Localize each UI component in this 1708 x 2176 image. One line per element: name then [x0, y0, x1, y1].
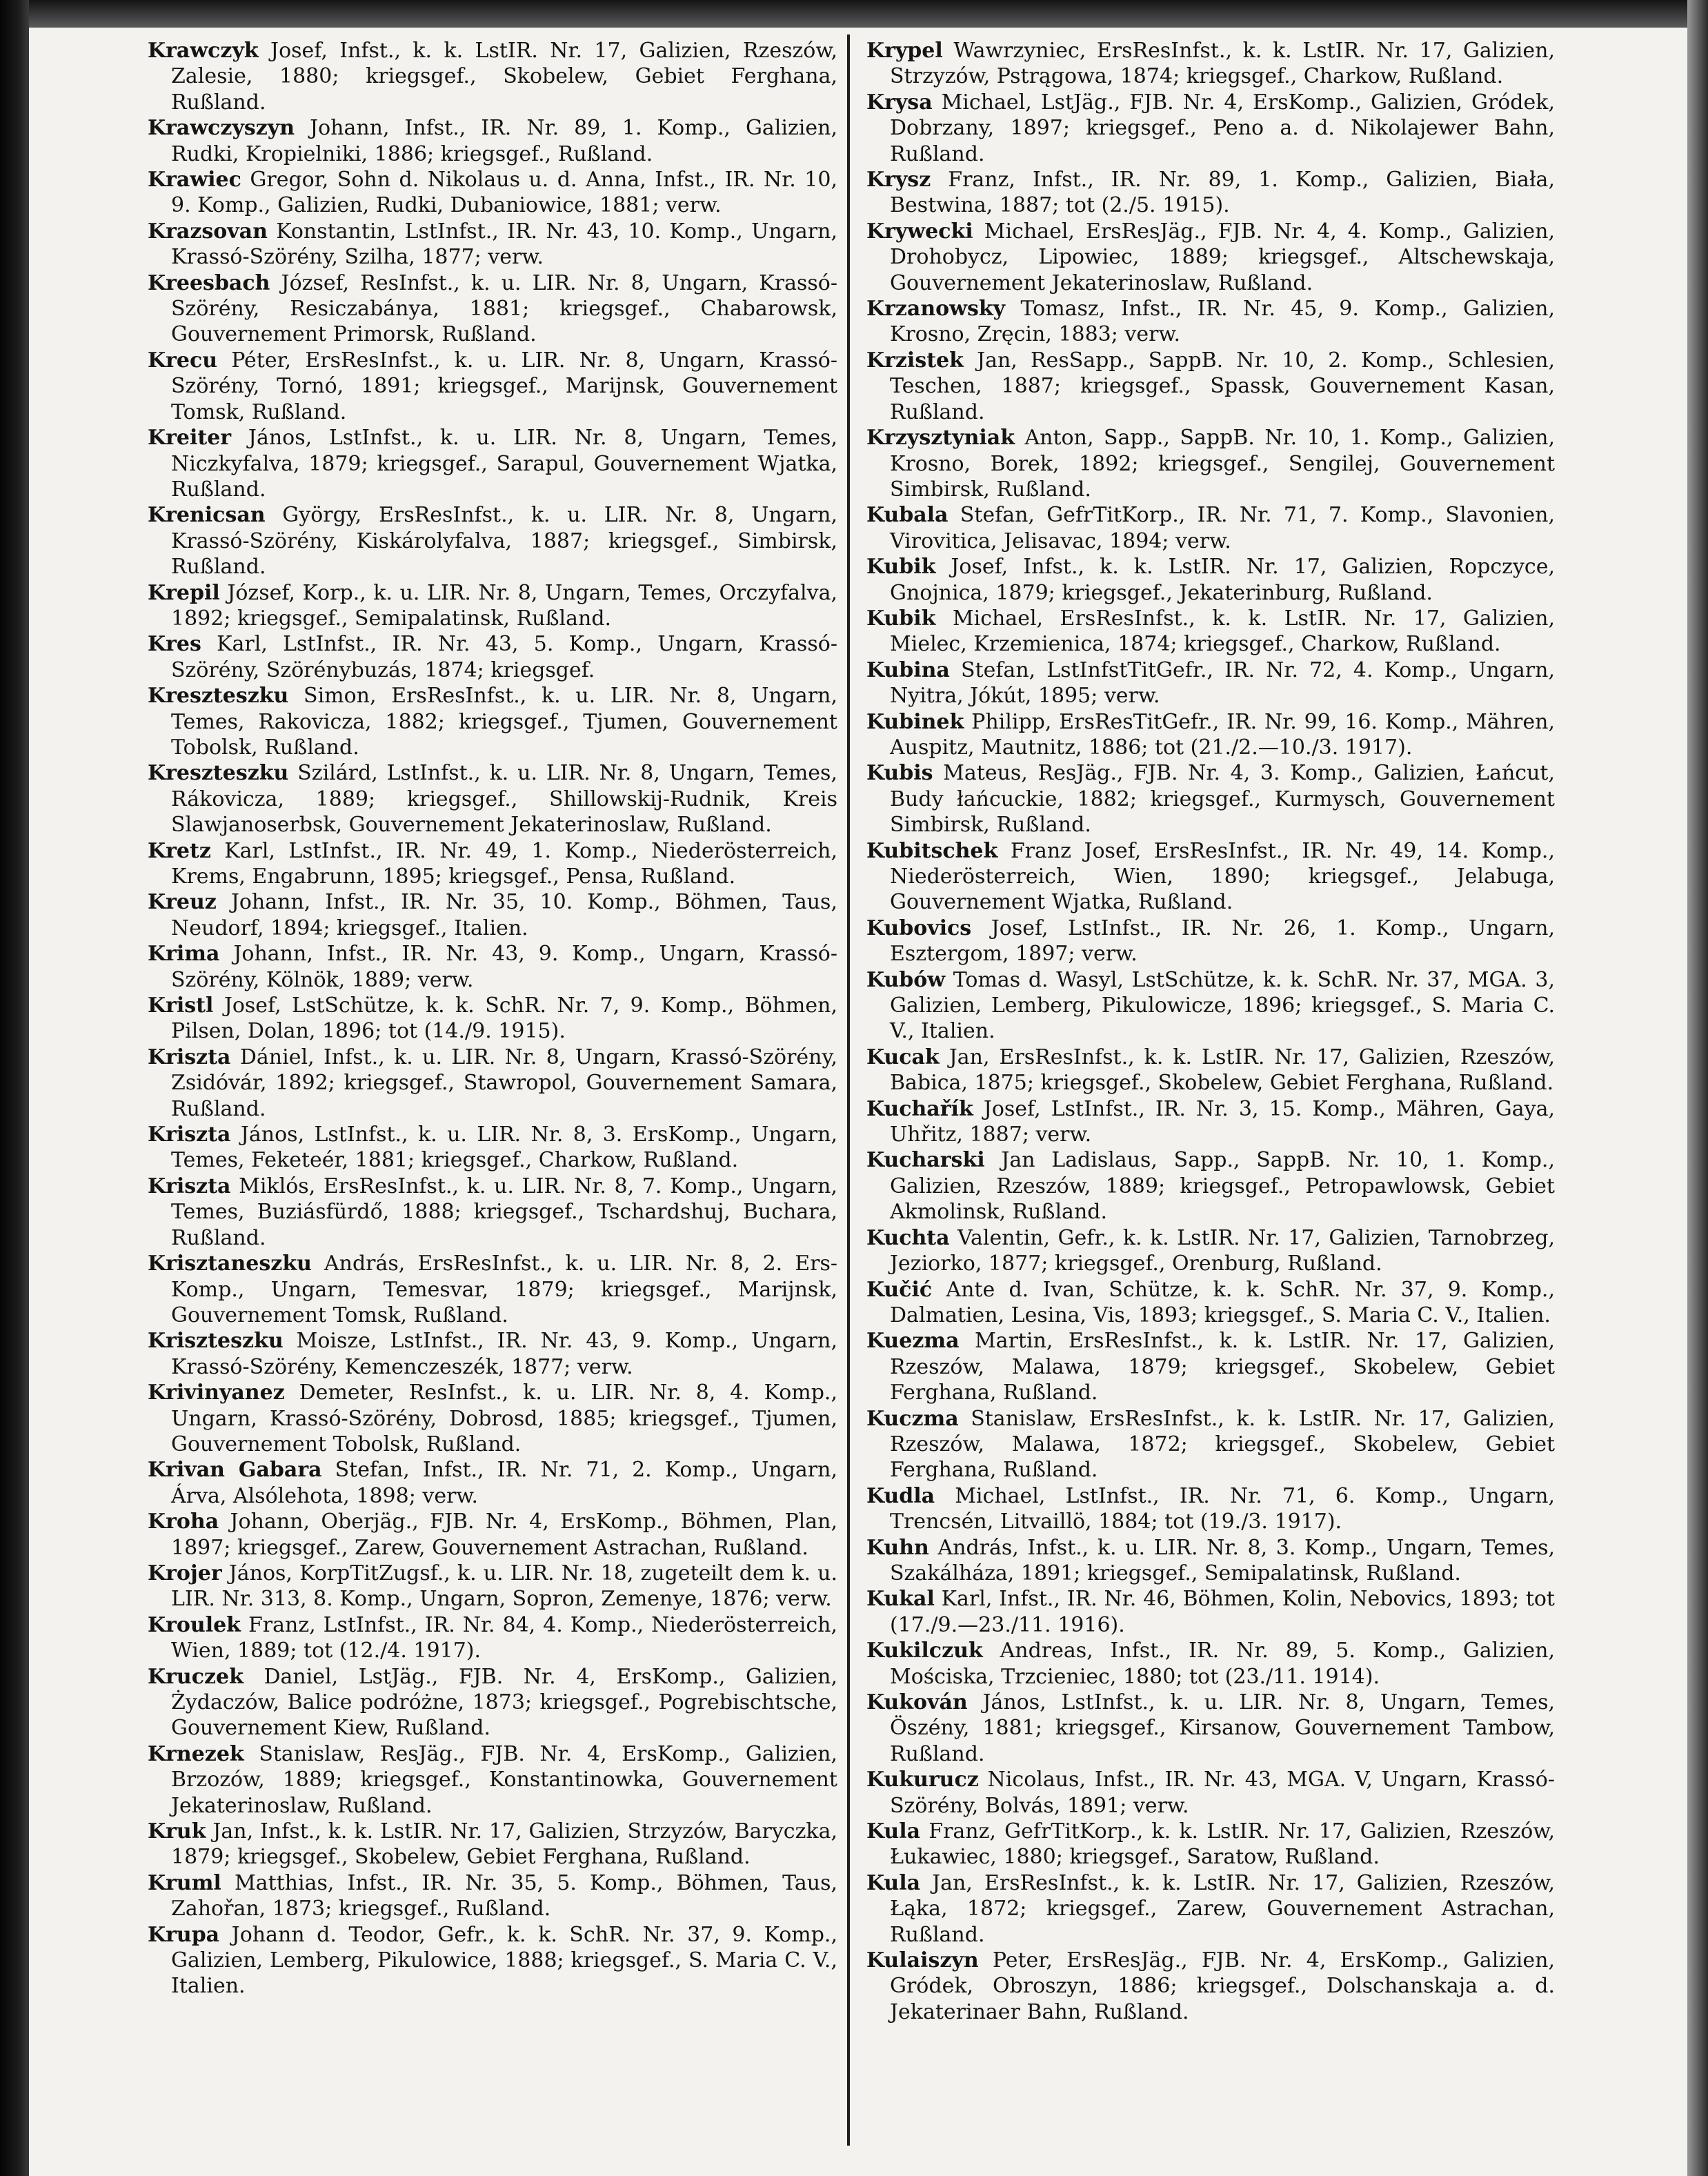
- entry-surname: Kubik: [866, 555, 936, 580]
- entry-details: Gregor, Sohn d. Nikolaus u. d. Anna, Infst., IR. Nr. 10, 9. Komp., Galizien, Rudki, Dubaniowice, 1881; verw.: [171, 168, 837, 218]
- entry-details: Matthias, Infst., IR. Nr. 35, 5. Komp., Böhmen, Taus, Zahořan, 1873; kriegsgef., Rußland.: [171, 1870, 837, 1921]
- entry-details: Stanislaw, ErsResInfst., k. k. LstIR. Nr. 17, Galizien, Rzeszów, Malawa, 1872; kriegsgef., Skobelew, Gebiet Ferghana, Rußland.: [890, 1406, 1555, 1483]
- page-edge-top: [0, 0, 1708, 28]
- register-entry: [866, 1767, 1555, 1819]
- register-entry: [866, 760, 1555, 838]
- register-entry: [148, 838, 837, 890]
- entry-surname: Krywecki: [866, 219, 973, 244]
- entry-details: Karl, LstInfst., IR. Nr. 43, 5. Komp., Ungarn, Krassó-Szörény, Szörénybuzás, 1874; kriegsgef.: [171, 632, 838, 682]
- entry-surname: Kristl: [148, 993, 214, 1018]
- entry-surname: Krazsovan: [148, 219, 268, 244]
- entry-surname: Kubina: [866, 657, 950, 682]
- entry-surname: Krawczyszyn: [148, 116, 295, 141]
- register-entry: [148, 167, 837, 219]
- column-divider: [847, 34, 850, 2146]
- page-edge-left: [0, 0, 29, 2176]
- left-column: [148, 38, 837, 1999]
- register-entry: [148, 1612, 837, 1664]
- register-entry: [866, 1328, 1555, 1405]
- entry-details: Peter, ErsResJäg., FJB. Nr. 4, ErsKomp., Galizien, Gródek, Obroszyn, 1886; kriegsgef., Dolschanskaja a. d. Jekaterinaer Bahn, Rußland.: [890, 1948, 1555, 2024]
- register-entry: [866, 1690, 1555, 1767]
- entry-surname: Kubis: [866, 761, 933, 786]
- register-entry: [148, 1045, 837, 1122]
- register-entry: [148, 993, 837, 1045]
- register-entry: [148, 1122, 837, 1174]
- entry-details: Philipp, ErsResTitGefr., IR. Nr. 99, 16. Komp., Mähren, Auspitz, Mautnitz, 1886; tot (21./2.—10./3. 1917).: [890, 709, 1555, 760]
- register-entry: [866, 709, 1555, 761]
- register-entry: [148, 580, 837, 632]
- entry-details: János, LstInfst., k. u. LIR. Nr. 8, Ungarn, Temes, Öszény, 1881; kriegsgef., Kirsanow, Gouvernement Tambow, Rußland.: [890, 1690, 1555, 1766]
- entry-surname: Kudla: [866, 1483, 935, 1508]
- entry-surname: Kruk: [148, 1819, 206, 1844]
- entry-surname: Krima: [148, 942, 220, 967]
- entry-details: Valentin, Gefr., k. k. LstIR. Nr. 17, Galizien, Tarnobrzeg, Jeziorko, 1877; kriegsgef., Orenburg, Rußland.: [890, 1225, 1555, 1276]
- entry-details: Wawrzyniec, ErsResInfst., k. k. LstIR. Nr. 17, Galizien, Strzyzów, Pstrągowa, 1874; kriegsgef., Charkow, Rußland.: [890, 39, 1555, 89]
- entry-details: Michael, ErsResInfst., k. k. LstIR. Nr. 17, Galizien, Mielec, Krzemienica, 1874; kriegsgef., Charkow, Rußland.: [890, 606, 1555, 657]
- register-entry: [148, 1741, 837, 1819]
- entry-details: Jan, ErsResInfst., k. k. LstIR. Nr. 17, Galizien, Rzeszów, Babica, 1875; kriegsgef., Skobelew, Gebiet Ferghana, Rußland.: [890, 1045, 1555, 1096]
- entry-surname: Kula: [866, 1870, 921, 1895]
- register-entry: [148, 1328, 837, 1380]
- register-entry: [148, 1457, 837, 1509]
- register-entry: [866, 219, 1555, 296]
- entry-details: Franz, Infst., IR. Nr. 89, 1. Komp., Galizien, Biała, Bestwina, 1887; tot (2./5. 1915).: [890, 168, 1555, 218]
- entry-surname: Krupa: [148, 1922, 220, 1947]
- entry-details: Andreas, Infst., IR. Nr. 89, 5. Komp., Galizien, Mościska, Trzcieniec, 1880; tot (23./11. 1914).: [890, 1639, 1555, 1689]
- entry-surname: Kuchařík: [866, 1096, 973, 1121]
- entry-details: Stefan, LstInfstTitGefr., IR. Nr. 72, 4. Komp., Ungarn, Nyitra, Jókút, 1895; verw.: [890, 657, 1555, 709]
- entry-surname: Kulaiszyn: [866, 1948, 979, 1973]
- entry-details: János, LstInfst., k. u. LIR. Nr. 8, Ungarn, Temes, Niczkyfalva, 1879; kriegsgef., Sarapul, Gouvernement Wjatka, Rußland.: [171, 426, 837, 502]
- register-entry: [148, 631, 837, 683]
- register-entry: [866, 606, 1555, 657]
- register-entry: [148, 270, 837, 348]
- entry-surname: Kukilczuk: [866, 1639, 983, 1663]
- entry-details: József, Korp., k. u. LIR. Nr. 8, Ungarn, Temes, Orczyfalva, 1892; kriegsgef., Semipalatinsk, Rußland.: [171, 580, 837, 631]
- entry-details: Michael, LstInfst., IR. Nr. 71, 6. Komp., Ungarn, Trencsén, Litvaillö, 1884; tot (19./3. 1917).: [890, 1483, 1555, 1534]
- entry-surname: Kubitschek: [866, 838, 998, 863]
- register-entry: [866, 916, 1555, 967]
- entry-surname: Krypel: [866, 39, 943, 63]
- entry-surname: Kubik: [866, 606, 936, 631]
- register-entry: [866, 167, 1555, 219]
- entry-surname: Krzistek: [866, 348, 964, 373]
- entry-surname: Krzysztyniak: [866, 426, 1015, 451]
- register-entry: [866, 1277, 1555, 1329]
- register-entry: [866, 657, 1555, 709]
- register-entry: [148, 760, 837, 838]
- entry-details: Nicolaus, Infst., IR. Nr. 43, MGA. V, Ungarn, Krassó-Szörény, Bolvás, 1891; verw.: [890, 1768, 1555, 1818]
- entry-surname: Kriszteszku: [148, 1329, 284, 1354]
- entry-details: Jan, Infst., k. k. LstIR. Nr. 17, Galizien, Strzyzów, Baryczka, 1879; kriegsgef., Skobelew, Gebiet Ferghana, Rußland.: [171, 1819, 837, 1870]
- register-entry: [148, 38, 837, 115]
- register-entry: [866, 838, 1555, 916]
- register-entry: [148, 1870, 837, 1922]
- entry-surname: Krisztaneszku: [148, 1252, 312, 1276]
- entry-surname: Kučić: [866, 1277, 933, 1302]
- entry-surname: Kukurucz: [866, 1768, 979, 1792]
- entry-surname: Kroha: [148, 1510, 219, 1534]
- entry-details: Szilárd, LstInfst., k. u. LIR. Nr. 8, Ungarn, Temes, Rákovicza, 1889; kriegsgef., Shillowskij-Rudnik, Kreis Slawjanoserbsk, Gouvernement Jekaterinoslaw, Rußland.: [171, 761, 837, 838]
- entry-details: Josef, LstSchütze, k. k. SchR. Nr. 7, 9. Komp., Böhmen, Pilsen, Dolan, 1896; tot (14./9. 1915).: [171, 993, 837, 1044]
- register-entry: [866, 1819, 1555, 1870]
- entry-details: Michael, ErsResJäg., FJB. Nr. 4, 4. Komp., Galizien, Drohobycz, Lipowiec, 1889; kriegsgef., Altschewskaja, Gouvernement Jekaterinoslaw, Rußland.: [890, 219, 1555, 295]
- register-entry: [148, 1561, 837, 1612]
- register-entry: [148, 941, 837, 993]
- entry-details: Ante d. Ivan, Schütze, k. k. SchR. Nr. 37, 9. Komp., Dalmatien, Lesina, Vis, 1893; kriegsgef., S. Maria C. V., Italien.: [890, 1277, 1555, 1327]
- entry-surname: Krysa: [866, 90, 933, 115]
- entry-details: Johann, Infst., IR. Nr. 35, 10. Komp., Böhmen, Taus, Neudorf, 1894; kriegsgef., Italien.: [171, 890, 837, 940]
- register-entry: [148, 425, 837, 502]
- entry-surname: Krnezek: [148, 1741, 244, 1766]
- entry-details: Jan Ladislaus, Sapp., SappB. Nr. 10, 1. Komp., Galizien, Rzeszów, 1889; kriegsgef., Petropawlowsk, Gebiet Akmolinsk, Rußland.: [890, 1148, 1555, 1225]
- entry-details: Daniel, LstJäg., FJB. Nr. 4, ErsKomp., Galizien, Żydaczów, Balice podróżne, 1873; kriegsgef., Pogrebischtsche, Gouvernement Kiew, Rußland.: [171, 1664, 837, 1741]
- entry-details: Stanislaw, ResJäg., FJB. Nr. 4, ErsKomp., Galizien, Brzozów, 1889; kriegsgef., Konstantinowka, Gouvernement Jekaterinoslaw, Rußland.: [171, 1741, 837, 1818]
- entry-details: Stefan, Infst., IR. Nr. 71, 2. Komp., Ungarn, Árva, Alsólehota, 1898; verw.: [171, 1458, 837, 1508]
- register-entry: [866, 1483, 1555, 1535]
- entry-details: Franz, GefrTitKorp., k. k. LstIR. Nr. 17, Galizien, Rzeszów, Łukawiec, 1880; kriegsgef., Saratow, Rußland.: [890, 1819, 1555, 1870]
- entry-details: Karl, LstInfst., IR. Nr. 49, 1. Komp., Niederösterreich, Krems, Engabrunn, 1895; kriegsgef., Pensa, Rußland.: [171, 838, 837, 889]
- entry-surname: Kucak: [866, 1045, 940, 1069]
- register-entry: [148, 1819, 837, 1870]
- entry-surname: Kucharski: [866, 1148, 985, 1173]
- entry-details: József, ResInfst., k. u. LIR. Nr. 8, Ungarn, Krassó-Szörény, Resiczabánya, 1881; kriegsgef., Chabarowsk, Gouvernement Primorsk, Rußland.: [171, 270, 837, 347]
- entry-surname: Krivan Gabara: [148, 1458, 322, 1483]
- register-entry: [866, 1045, 1555, 1096]
- register-entry: [148, 502, 837, 580]
- entry-surname: Kreszteszku: [148, 684, 289, 709]
- entry-surname: Kukal: [866, 1587, 935, 1612]
- register-entry: [148, 1251, 837, 1328]
- register-entry: [866, 348, 1555, 425]
- entry-surname: Krawiec: [148, 168, 241, 192]
- entry-details: Jan, ErsResInfst., k. k. LstIR. Nr. 17, Galizien, Rzeszów, Łąka, 1872; kriegsgef., Zarew, Gouvernement Astrachan, Rußland.: [890, 1870, 1555, 1947]
- entry-surname: Krawczyk: [148, 39, 259, 63]
- register-entry: [866, 38, 1555, 90]
- entry-details: Josef, LstInfst., IR. Nr. 26, 1. Komp., Ungarn, Esztergom, 1897; verw.: [890, 916, 1556, 967]
- entry-surname: Kretz: [148, 838, 211, 863]
- entry-details: András, ErsResInfst., k. u. LIR. Nr. 8, 2. Ers-Komp., Ungarn, Temesvar, 1879; kriegsgef., Marijnsk, Gouvernement Tomsk, Rußland.: [171, 1252, 837, 1327]
- entry-details: Johann, Oberjäg., FJB. Nr. 4, ErsKomp., Böhmen, Plan, 1897; kriegsgef., Zarew, Gouvernement Astrachan, Rußland.: [171, 1510, 837, 1560]
- register-entry: [866, 1586, 1555, 1638]
- right-column: [866, 38, 1555, 2025]
- entry-surname: Kubinek: [866, 709, 964, 734]
- register-entry: [866, 967, 1555, 1045]
- entry-details: Johann, Infst., IR. Nr. 89, 1. Komp., Galizien, Rudki, Kropielniki, 1886; kriegsgef., Rußland.: [171, 116, 837, 166]
- entry-surname: Kubala: [866, 503, 949, 528]
- register-entry: [148, 1380, 837, 1457]
- entry-surname: Kriszta: [148, 1045, 231, 1069]
- entry-surname: Kreiter: [148, 426, 232, 451]
- register-entry: [866, 1096, 1555, 1148]
- entry-details: Tomas d. Wasyl, LstSchütze, k. k. SchR. Nr. 37, MGA. 3, Galizien, Lemberg, Pikulowicze, 1896; kriegsgef., S. Maria C. V., Italien.: [890, 967, 1555, 1044]
- entry-details: Jan, ResSapp., SappB. Nr. 10, 2. Komp., Schlesien, Teschen, 1887; kriegsgef., Spassk, Gouvernement Kasan, Rußland.: [890, 348, 1555, 424]
- entry-details: Anton, Sapp., SappB. Nr. 10, 1. Komp., Galizien, Krosno, Borek, 1892; kriegsgef., Sengilej, Gouvernement Simbirsk, Rußland.: [890, 426, 1555, 502]
- entry-surname: Kres: [148, 632, 201, 657]
- entry-surname: Kreszteszku: [148, 761, 289, 786]
- register-entry: [866, 90, 1555, 167]
- entry-surname: Kroulek: [148, 1612, 241, 1637]
- entry-surname: Kreuz: [148, 890, 217, 915]
- register-entry: [866, 1406, 1555, 1483]
- entry-surname: Krysz: [866, 168, 931, 192]
- entry-surname: Krzanowsky: [866, 297, 1006, 322]
- entry-details: Demeter, ResInfst., k. u. LIR. Nr. 8, 4. Komp., Ungarn, Krassó-Szörény, Dobrosd, 1885; kriegsgef., Tjumen, Gouvernement Tobolsk, Rußland.: [171, 1381, 837, 1456]
- page-edge-right: [1687, 0, 1708, 2176]
- entry-surname: Krojer: [148, 1561, 222, 1585]
- entry-surname: Kuczma: [866, 1406, 959, 1431]
- entry-details: Stefan, GefrTitKorp., IR. Nr. 71, 7. Komp., Slavonien, Virovitica, Jelisavac, 1894; verw.: [890, 503, 1555, 553]
- entry-details: Josef, Infst., k. k. LstIR. Nr. 17, Galizien, Ropczyce, Gnojnica, 1879; kriegsgef., Jekaterinburg, Rußland.: [890, 555, 1555, 605]
- entry-details: Michael, LstJäg., FJB. Nr. 4, ErsKomp., Galizien, Gródek, Dobrzany, 1897; kriegsgef., Peno a. d. Nikolajewer Bahn, Rußland.: [890, 90, 1555, 166]
- entry-details: Mateus, ResJäg., FJB. Nr. 4, 3. Komp., Galizien, Łańcut, Budy łańcuckie, 1882; kriegsgef., Kurmysch, Gouvernement Simbirsk, Rußland.: [890, 761, 1555, 838]
- entry-details: Miklós, ErsResInfst., k. u. LIR. Nr. 8, 7. Komp., Ungarn, Temes, Buziásfürdő, 1888; kriegsgef., Tschardshuj, Buchara, Rußland.: [171, 1174, 838, 1250]
- register-entry: [866, 1225, 1555, 1277]
- entry-surname: Kuchta: [866, 1225, 950, 1250]
- entry-details: Simon, ErsResInfst., k. u. LIR. Nr. 8, Ungarn, Temes, Rakovicza, 1882; kriegsgef., Tjumen, Gouvernement Tobolsk, Rußland.: [171, 684, 837, 760]
- register-entry: [148, 115, 837, 167]
- register-entry: [866, 425, 1555, 502]
- register-entry: [148, 348, 837, 425]
- entry-details: Franz, LstInfst., IR. Nr. 84, 4. Komp., Niederösterreich, Wien, 1889; tot (12./4. 1917).: [171, 1612, 837, 1663]
- register-entry: [866, 1147, 1555, 1225]
- register-entry: [866, 1535, 1555, 1587]
- register-entry: [866, 1638, 1555, 1690]
- entry-surname: Krecu: [148, 348, 218, 373]
- entry-surname: Kuezma: [866, 1329, 960, 1354]
- register-entry: [866, 296, 1555, 348]
- register-entry: [866, 502, 1555, 554]
- entry-details: János, KorpTitZugsf., k. u. LIR. Nr. 18, zugeteilt dem k. u. LIR. Nr. 313, 8. Komp., Ungarn, Sopron, Zemenye, 1876; verw.: [171, 1561, 837, 1612]
- entry-details: György, ErsResInfst., k. u. LIR. Nr. 8, Ungarn, Krassó-Szörény, Kiskárolyfalva, 1887; kriegsgef., Simbirsk, Rußland.: [171, 503, 837, 580]
- register-entry: [866, 554, 1555, 606]
- entry-details: Moisze, LstInfst., IR. Nr. 43, 9. Komp., Ungarn, Krassó-Szörény, Kemenczeszék, 1877; verw.: [171, 1329, 837, 1379]
- entry-details: Johann d. Teodor, Gefr., k. k. SchR. Nr. 37, 9. Komp., Galizien, Lemberg, Pikulowice, 1888; kriegsgef., S. Maria C. V., Italien.: [171, 1922, 837, 1999]
- entry-details: Konstantin, LstInfst., IR. Nr. 43, 10. Komp., Ungarn, Krassó-Szörény, Szilha, 1877; verw.: [171, 219, 837, 270]
- entry-details: Tomasz, Infst., IR. Nr. 45, 9. Komp., Galizien, Krosno, Zręcin, 1883; verw.: [890, 297, 1555, 347]
- entry-details: Martin, ErsResInfst., k. k. LstIR. Nr. 17, Galizien, Rzeszów, Malawa, 1879; kriegsgef., Skobelew, Gebiet Ferghana, Rußland.: [890, 1329, 1555, 1405]
- entry-surname: Kula: [866, 1819, 921, 1844]
- register-entry: [148, 1174, 837, 1251]
- entry-surname: Kriszta: [148, 1122, 231, 1147]
- entry-surname: Kuhn: [866, 1535, 929, 1560]
- entry-surname: Kruml: [148, 1870, 221, 1895]
- entry-surname: Krivinyanez: [148, 1381, 285, 1405]
- register-entry: [148, 1509, 837, 1561]
- entry-surname: Kubów: [866, 967, 946, 992]
- entry-surname: Kukován: [866, 1690, 968, 1714]
- entry-details: Johann, Infst., IR. Nr. 43, 9. Komp., Ungarn, Krassó-Szörény, Kölnök, 1889; verw.: [171, 942, 837, 992]
- register-entry: [148, 889, 837, 941]
- register-entry: [148, 683, 837, 760]
- register-entry: [866, 1870, 1555, 1948]
- entry-details: Dániel, Infst., k. u. LIR. Nr. 8, Ungarn, Krassó-Szörény, Zsidóvár, 1892; kriegsgef., Stawropol, Gouvernement Samara, Rußland.: [171, 1045, 837, 1121]
- register-entry: [148, 1922, 837, 1999]
- entry-details: Franz Josef, ErsResInfst., IR. Nr. 49, 14. Komp., Niederösterreich, Wien, 1890; kriegsgef., Jelabuga, Gouvernement Wjatka, Rußland.: [890, 838, 1555, 915]
- entry-details: Karl, Infst., IR. Nr. 46, Böhmen, Kolin, Nebovics, 1893; tot (17./9.—23./11. 1916).: [890, 1587, 1555, 1637]
- entry-surname: Krenicsan: [148, 503, 266, 528]
- entry-details: Josef, LstInfst., IR. Nr. 3, 15. Komp., Mähren, Gaya, Uhřitz, 1887; verw.: [890, 1096, 1555, 1147]
- entry-surname: Kruczek: [148, 1664, 244, 1689]
- entry-details: János, LstInfst., k. u. LIR. Nr. 8, 3. ErsKomp., Ungarn, Temes, Feketeér, 1881; kriegsgef., Charkow, Rußland.: [171, 1122, 837, 1173]
- entry-surname: Kriszta: [148, 1174, 231, 1198]
- register-entry: [866, 1948, 1555, 2025]
- entry-surname: Kreesbach: [148, 270, 270, 295]
- entry-details: Péter, ErsResInfst., k. u. LIR. Nr. 8, Ungarn, Krassó-Szörény, Tornó, 1891; kriegsgef., Marijnsk, Gouvernement Tomsk, Rußland.: [171, 348, 837, 424]
- entry-details: András, Infst., k. u. LIR. Nr. 8, 3. Komp., Ungarn, Temes, Szakálháza, 1891; kriegsgef., Semipalatinsk, Rußland.: [890, 1535, 1555, 1585]
- register-entry: [148, 1664, 837, 1741]
- entry-details: Josef, Infst., k. k. LstIR. Nr. 17, Galizien, Rzeszów, Zalesie, 1880; kriegsgef., Skobelew, Gebiet Ferghana, Rußland.: [171, 39, 837, 115]
- register-entry: [148, 219, 837, 270]
- entry-surname: Krepil: [148, 580, 220, 605]
- entry-surname: Kubovics: [866, 916, 972, 940]
